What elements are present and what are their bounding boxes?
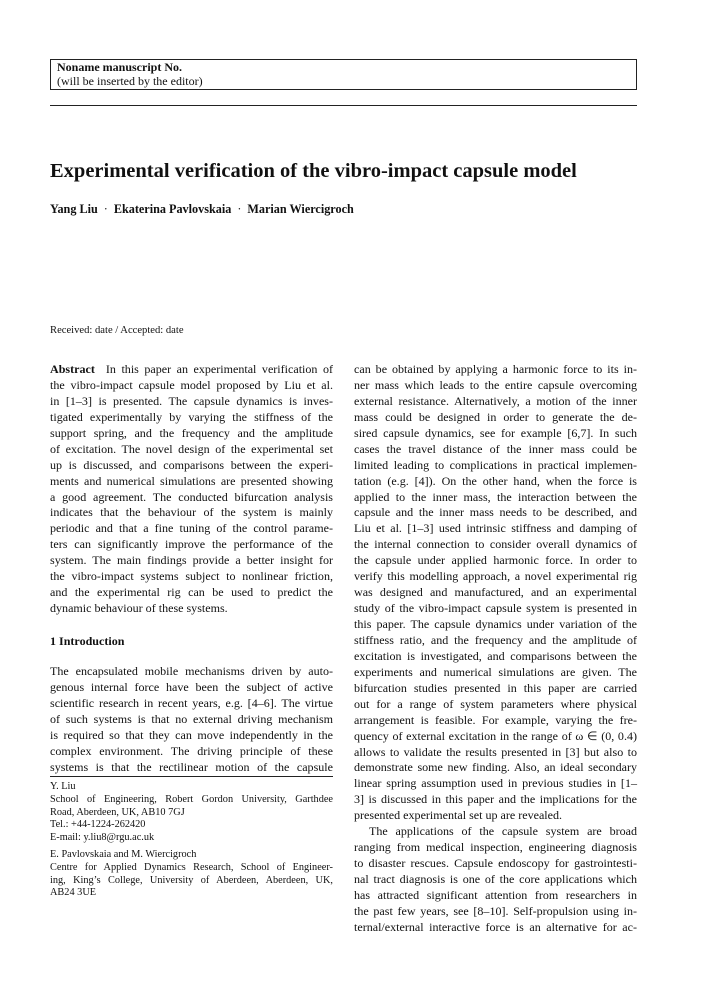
body-line: linear spring assumption used in previous studies in [1–: [354, 776, 637, 791]
abstract-line: the vibro-impact systems subject to nonlinear friction,: [50, 569, 333, 584]
body-line: Liu et al. [1–3] used intrinsic stiffness and damping of: [354, 521, 637, 536]
author-list: [50, 201, 354, 217]
intro-line: complex environment. The driving principle of these: [50, 743, 333, 758]
abstract-line: in [1–3] is presented. The capsule dynamics is inves-: [50, 393, 333, 408]
body-line: limited leading to complications in practical implemen-: [354, 457, 637, 472]
abstract-line: periodic and that a fine tuning of the control parame-: [50, 521, 333, 536]
body-line: external resistance. Alternatively, a motion of the inner: [354, 393, 637, 408]
manuscript-notice-box: [50, 59, 637, 90]
affiliation-block-2: [50, 849, 333, 900]
abstract-line: ters can significantly improve the performance of the: [50, 537, 333, 552]
abstract-line: ments and numerical simulations are presented showing: [50, 473, 333, 488]
author-name: Marian Wiercigroch: [247, 202, 354, 216]
section-heading-introduction: 1 Introduction: [50, 634, 125, 648]
body-line: study of the vibro-impact capsule system is presented in: [354, 601, 637, 616]
body-line: The applications of the capsule system are broad: [369, 824, 637, 839]
footnote-email: E-mail: y.liu8@rgu.ac.uk: [50, 832, 155, 844]
intro-line: The encapsulated mobile mechanisms driven by auto-: [50, 664, 333, 678]
paper-title: Experimental verification of the vibro-impact capsule model: [50, 160, 577, 182]
intro-line: scientific research in recent years, e.g. [4–6]. The virtue: [50, 695, 333, 710]
abstract-line: a good agreement. The conducted bifurcation analysis: [50, 489, 333, 504]
body-line: ternal/external interactive force is an alternative for ac-: [354, 919, 637, 934]
author-name: Yang Liu: [50, 202, 98, 216]
introduction-paragraph: [50, 664, 333, 776]
body-line: presented experimental set up are revealed.: [354, 808, 563, 823]
body-line: capsule and the inner mass needs to be described, and: [354, 505, 637, 520]
body-line: allows to validate the results presented in [3] but also to: [354, 744, 637, 759]
received-accepted-date: Received: date / Accepted: date: [50, 325, 184, 336]
body-line: has attracted significant attention from researchers in: [354, 887, 637, 902]
body-line: the internal connection to consider overall dynamics of: [354, 537, 637, 552]
body-line: bifurcation studies presented in this paper are carried: [354, 680, 637, 695]
body-line: 3] is discussed in this paper and the implications for the: [354, 792, 637, 807]
body-line: experiments and numerical simulations are given. The: [354, 664, 637, 679]
footnote-affiliation-line: AB24 3UE: [50, 887, 97, 899]
right-column-text: [354, 362, 637, 936]
author-separator: ·: [237, 202, 242, 216]
manuscript-label: Noname manuscript No.: [57, 60, 182, 74]
body-line: cases the travel distance of the inner mass could be: [354, 441, 637, 456]
body-line: can be obtained by applying a harmonic force to its in-: [354, 362, 637, 376]
footnote-affiliation-line: ing, King’s College, University of Aberdeen, Aberdeen, UK,: [50, 874, 333, 886]
abstract-line: of excitation. The novel design of the experimental set: [50, 441, 333, 456]
body-line: mass could be designed in order to generate the de-: [354, 409, 637, 424]
body-line: ner mass which leads to the entire capsule overcoming: [354, 377, 637, 392]
footnote-affiliation-line: Road, Aberdeen, UK, AB10 7GJ: [50, 806, 185, 818]
abstract-line-text: In this paper an experimental verification of: [105, 362, 333, 376]
abstract-line: the vibro-impact capsule model proposed by Liu et al.: [50, 377, 333, 392]
intro-line: is required so that they can move independently in the: [50, 727, 333, 742]
body-line: verify this modelling approach, a novel experimental rig: [354, 569, 637, 584]
intro-line: systems is that the rectilinear motion of the capsule: [50, 759, 333, 774]
body-line: was designed and manufactured, and an experimental: [354, 585, 637, 600]
footnote-telephone: Tel.: +44-1224-262420: [50, 819, 146, 831]
body-line: this paper. The capsule dynamics under variation of the: [354, 617, 637, 631]
abstract-line: tigated experimentally by varying the stiffness of the: [50, 409, 333, 424]
body-line: quency of external excitation in the range of ω ∈ (0, 0.4): [354, 728, 637, 743]
footnote-author-name: Y. Liu: [50, 781, 76, 792]
editor-note: (will be inserted by the editor): [57, 73, 203, 88]
abstract-line: support spring, and the frequency and the amplitude: [50, 425, 333, 440]
body-line: arrangement is feasible. For example, varying the fre-: [354, 712, 637, 727]
author-separator: ·: [103, 202, 108, 216]
footnote-affiliation-line: School of Engineering, Robert Gordon University, Garthdee: [50, 793, 333, 805]
body-line: stiffness ratio, and the frequency and the amplitude of: [354, 632, 637, 647]
body-line: applied to the inner mass, the interaction between the: [354, 489, 637, 504]
footnote-rule: [50, 776, 333, 777]
body-line: nal tract diagnosis is one of the core applications which: [354, 872, 637, 886]
header-rule: [50, 105, 637, 106]
body-line: ranging from medical inspection, engineering diagnosis: [354, 840, 637, 855]
body-line: excitation is investigated, and comparisons between the: [354, 648, 637, 663]
author-footnotes: [50, 781, 333, 904]
affiliation-block-1: [50, 781, 333, 845]
abstract-label: Abstract: [50, 362, 95, 376]
intro-line: genous internal force have been the subject of active: [50, 679, 333, 694]
body-line: the capsule under applied harmonic force. In order to: [354, 553, 637, 568]
body-line: demonstrate some new finding. Also, an ideal secondary: [354, 760, 637, 775]
abstract-line: system. The main findings provide a better insight for: [50, 553, 333, 568]
abstract-line: dynamic behaviour of these systems.: [50, 601, 228, 616]
abstract-line: indicates that the behaviour of the system is mainly: [50, 505, 333, 520]
author-name: Ekaterina Pavlovskaia: [113, 202, 232, 216]
intro-line: of such systems is that no external driving mechanism: [50, 711, 333, 726]
body-line: sired capsule dynamics, see for example [6,7]. In such: [354, 425, 637, 440]
abstract-line-1: [50, 362, 333, 378]
abstract-line: and the experimental rig can be used to predict the: [50, 585, 333, 600]
footnote-author-name: E. Pavlovskaia and M. Wiercigroch: [50, 848, 197, 860]
body-line: out for a range of system parameters where physical: [354, 696, 637, 711]
body-line: the past few years, see [8–10]. Self-propulsion using in-: [354, 903, 637, 918]
abstract: [50, 362, 333, 617]
body-line: tation (e.g. [4]). On the other hand, when the force is: [354, 473, 637, 488]
footnote-affiliation-line: Centre for Applied Dynamics Research, School of Engineer-: [50, 861, 333, 873]
body-line: to disaster rescues. Capsule endoscopy for gastrointesti-: [354, 856, 637, 871]
abstract-line: up is discussed, and comparisons between the experi-: [50, 457, 333, 472]
